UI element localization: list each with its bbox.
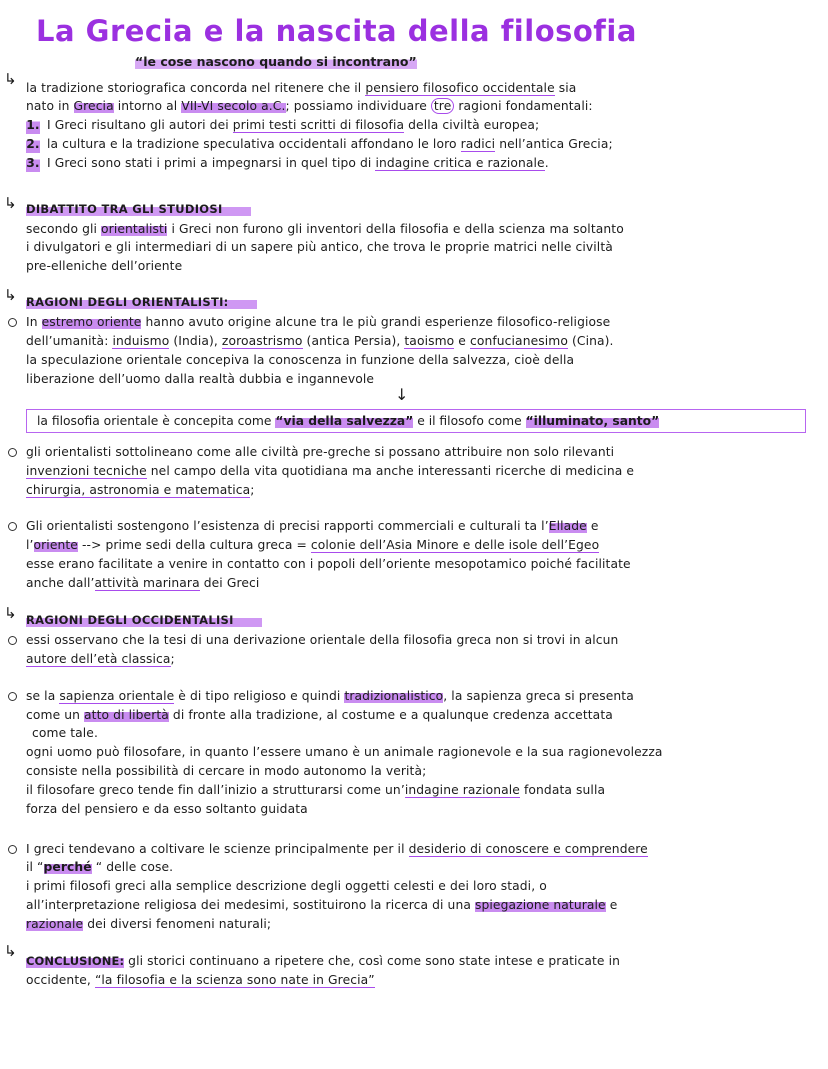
section-heading-occidentalisti: RAGIONI DEGLI OCCIDENTALISI <box>26 613 262 627</box>
orientalisti-line-2: dell’umanità: induismo (India), zoroastrismo (antica Persia), taoismo e confucianesimo (Cina). <box>26 334 614 348</box>
dibattito-line-2: i divulgatori e gli intermediari di un sapere più antico, che trova le proprie matrici nelle civiltà <box>26 240 613 254</box>
occidentalisti-b2-line-2: come un atto di libertà di fronte alla tradizione, al costume e a qualunque credenza accettata <box>26 708 613 722</box>
orientalisti-b3-line-4: anche dall’attività marinara dei Greci <box>26 576 260 590</box>
section-heading-dibattito: DIBATTITO TRA GLI STUDIOSI <box>26 202 251 216</box>
arrow-icon: ↳ <box>4 286 17 304</box>
page-subtitle: “le cose nascono quando si incontrano” <box>135 54 417 69</box>
occidentalisti-b2-line-3: come tale. <box>32 726 98 740</box>
occidentalisti-b3-line-2: il “perché “ delle cose. <box>26 860 174 874</box>
occidentalisti-b2-line-5: consiste nella possibilità di cercare in modo autonomo la verità; <box>26 764 427 778</box>
bullet-icon <box>8 522 17 531</box>
bullet-icon <box>8 692 17 701</box>
orientalisti-b3-line-3: esse erano facilitate a venire in contatto con i popoli dell’oriente mesopotamico poiché facilitate <box>26 557 631 571</box>
bullet-icon <box>8 448 17 457</box>
section-heading-orientalisti: RAGIONI DEGLI ORIENTALISTI: <box>26 295 257 309</box>
occidentalisti-b2-line-6: il filosofare greco tende fin dall’inizio a strutturarsi come un’indagine razionale fondata sulla <box>26 783 606 797</box>
dibattito-line-1: secondo gli orientalisti i Greci non furono gli inventori della filosofia e della scienza ma soltanto <box>26 222 624 236</box>
occidentalisti-b3-line-5: razionale dei diversi fenomeni naturali; <box>26 917 272 931</box>
intro-line-2: nato in Grecia intorno al VII-VI secolo a.C.; possiamo individuare tre ragioni fondamentali: <box>26 99 593 113</box>
intro-point-2: 2. la cultura e la tradizione speculativa occidentali affondano le loro radici nell’antica Grecia; <box>26 137 613 151</box>
highlight-box: la filosofia orientale è concepita come “via della salvezza” e il filosofo come “illuminato, santo” <box>26 409 806 433</box>
conclusione-line-1: CONCLUSIONE: gli storici continuano a ripetere che, così come sono state intese e praticate in <box>26 954 621 968</box>
down-arrow-icon: ↓ <box>395 385 409 404</box>
intro-point-3: 3. I Greci sono stati i primi a impegnarsi in quel tipo di indagine critica e razionale. <box>26 156 549 170</box>
arrow-icon: ↳ <box>4 194 17 212</box>
bullet-icon <box>8 318 17 327</box>
arrow-icon: ↳ <box>4 70 17 88</box>
intro-point-1: 1. I Greci risultano gli autori dei primi testi scritti di filosofia della civiltà europea; <box>26 118 540 132</box>
occidentalisti-b1-line-1: essi osservano che la tesi di una derivazione orientale della filosofia greca non si trovi in alcun <box>26 633 619 647</box>
occidentalisti-b3-line-1: I greci tendevano a coltivare le scienze principalmente per il desiderio di conoscere e comprendere <box>26 842 648 856</box>
intro-line-1: la tradizione storiografica concorda nel ritenere che il pensiero filosofico occidentale sia <box>26 81 577 95</box>
orientalisti-b2-line-3: chirurgia, astronomia e matematica; <box>26 483 255 497</box>
occidentalisti-b2-line-7: forza del pensiero e da esso soltanto guidata <box>26 802 308 816</box>
dibattito-line-3: pre-elleniche dell’oriente <box>26 259 183 273</box>
arrow-icon: ↳ <box>4 604 17 622</box>
orientalisti-line-4: liberazione dell’uomo dalla realtà dubbia e ingannevole <box>26 372 375 386</box>
conclusione-line-2: occidente, “la filosofia e la scienza sono nate in Grecia” <box>26 973 375 987</box>
orientalisti-line-3: la speculazione orientale concepiva la conoscenza in funzione della salvezza, cioè della <box>26 353 575 367</box>
occidentalisti-b1-line-2: autore dell’età classica; <box>26 652 175 666</box>
orientalisti-b3-line-2: l’oriente --> prime sedi della cultura greca = colonie dell’Asia Minore e delle isole dell’Egeo <box>26 538 600 552</box>
orientalisti-b2-line-1: gli orientalisti sottolineano come alle civiltà pre-greche si possano attribuire non solo rilevanti <box>26 445 615 459</box>
occidentalisti-b3-line-4: all’interpretazione religiosa dei medesimi, sostituirono la ricerca di una spiegazione naturale e <box>26 898 618 912</box>
arrow-icon: ↳ <box>4 942 17 960</box>
orientalisti-line-1: In estremo oriente hanno avuto origine alcune tra le più grandi esperienze filosofico-religiose <box>26 315 611 329</box>
occidentalisti-b2-line-1: se la sapienza orientale è di tipo religioso e quindi tradizionalistico, la sapienza greca si presenta <box>26 689 634 703</box>
occidentalisti-b2-line-4: ogni uomo può filosofare, in quanto l’essere umano è un animale ragionevole e la sua ragionevolezza <box>26 745 663 759</box>
bullet-icon <box>8 845 17 854</box>
page-title: La Grecia e la nascita della filosofia <box>36 14 637 48</box>
orientalisti-b2-line-2: invenzioni tecniche nel campo della vita quotidiana ma anche interessanti ricerche di medicina e <box>26 464 635 478</box>
bullet-icon <box>8 636 17 645</box>
orientalisti-b3-line-1: Gli orientalisti sostengono l’esistenza di precisi rapporti commerciali e culturali ta l’Ellade e <box>26 519 599 533</box>
occidentalisti-b3-line-3: i primi filosofi greci alla semplice descrizione degli oggetti celesti e dei loro stadi, o <box>26 879 547 893</box>
